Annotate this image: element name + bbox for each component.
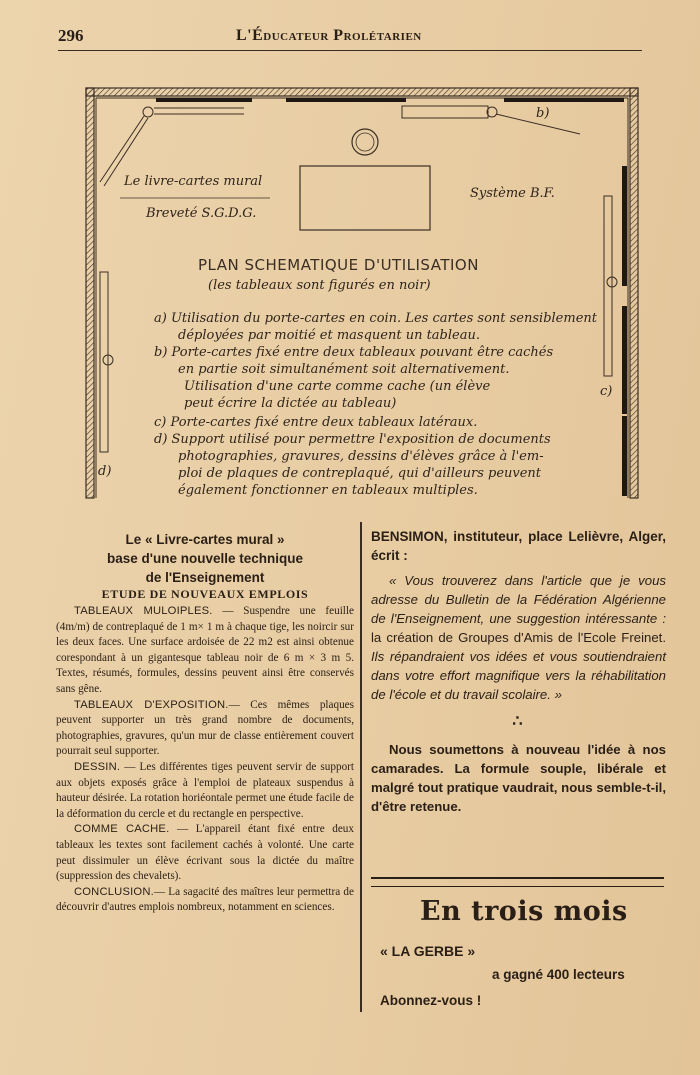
label-patent: Breveté S.G.D.G. bbox=[146, 206, 257, 221]
legend-line: a) Utilisation du porte-cartes en coin. Les cartes sont sensiblement bbox=[154, 311, 597, 326]
paragraph-dessin bbox=[56, 760, 354, 822]
quote-part-a: « Vous trouverez dans l'article que je vous adresse du Bulletin de la Fédération Algérienne de l'Enseignement, une suggestion intéressante : bbox=[371, 573, 666, 626]
teacher-desk bbox=[300, 166, 430, 230]
paragraph-lead: CONCLUSION. bbox=[74, 885, 154, 898]
label-system: Système B.F. bbox=[470, 186, 555, 201]
quote-part-b: la création de Groupes d'Amis de l'Ecole Freinet. bbox=[371, 630, 666, 645]
letter-intro: BENSIMON, instituteur, place Lelièvre, Alger, écrit : bbox=[371, 529, 666, 563]
gerbe-subscribe: Abonnez-vous ! bbox=[380, 993, 482, 1008]
map-holder-top-right bbox=[402, 106, 580, 134]
paragraph-lead: TABLEAUX MULOIPLES. bbox=[74, 605, 213, 617]
blackboard-top-left bbox=[156, 98, 252, 102]
plan-title: PLAN SCHEMATIQUE D'UTILISATION bbox=[198, 256, 479, 274]
gerbe-name: « LA GERBE » bbox=[380, 943, 476, 959]
paragraph-comme-cache bbox=[56, 822, 354, 884]
letter-quote bbox=[371, 571, 666, 704]
blackboard-top-right bbox=[504, 98, 624, 102]
paragraph-lead: TABLEAUX D'EXPOSITION. bbox=[74, 698, 229, 711]
blackboard-right-bottom bbox=[622, 416, 627, 496]
paragraph-text: — Les différentes tiges peuvent servir de support aux objets exposés grâce à l'emploi de plateaux suspendus à hauteur désirée. La rotation horiéontale permet une étude facile de la déformation du cercle et du rectangle en perspective. bbox=[56, 760, 354, 820]
legend-line: photographies, gravures, dessins d'élèves grâce à l'em- bbox=[178, 449, 544, 464]
legend-line: déployées par moitié et masquent un tableau. bbox=[178, 328, 480, 343]
paragraph-text: — Ces mêmes plaques peuvent supporter un très grand nombre de documents, photographies, gravures, qu'un mur de classe entièrement couvert pourrait seul supporter. bbox=[56, 698, 354, 758]
paragraph-conclusion bbox=[56, 885, 354, 916]
page-number: 296 bbox=[58, 26, 84, 45]
paragraph-lead: DESSIN. bbox=[74, 760, 121, 773]
legend-line: également fonctionner en tableaux multiples. bbox=[178, 483, 478, 498]
article-title-line: base d'une nouvelle technique bbox=[106, 551, 303, 566]
paragraph-tableaux-exposition bbox=[56, 698, 354, 760]
plan-subtitle: (les tableaux sont figurés en noir) bbox=[208, 278, 431, 293]
mark-b: b) bbox=[536, 106, 550, 121]
mark-d: d) bbox=[98, 464, 112, 479]
blackboard-right-upper bbox=[622, 166, 627, 286]
paragraph-text: — L'appareil étant fixé entre deux tableaux les textes sont facilement cachés à volonté. Une carte peut dissimuler un élève écrivant sous la dictée du maître (suppression des chevalets). bbox=[56, 823, 354, 883]
legend-line: d) Support utilisé pour permettre l'exposition de documents bbox=[154, 432, 551, 447]
map-holder-right-wall bbox=[604, 196, 617, 376]
quote-part-c: Ils répandraient vos idées et vous soutiendraient dans votre effort magnifique vers la réhabilitation de l'école et du travail scolaire. » bbox=[371, 649, 666, 702]
legend-line: peut écrire la dictée au tableau) bbox=[184, 396, 397, 411]
gerbe-headline: En trois mois bbox=[420, 896, 628, 927]
article-title-line: de l'Enseignement bbox=[145, 570, 265, 585]
article-title-line: Le « Livre-cartes mural » bbox=[125, 532, 285, 547]
column-divider bbox=[360, 522, 362, 1012]
article-subtitle: ETUDE DE NOUVEAUX EMPLOIS bbox=[101, 587, 309, 601]
paragraph-lead: COMME CACHE. bbox=[74, 823, 170, 836]
section-divider bbox=[371, 877, 664, 887]
blackboard-top-middle bbox=[286, 98, 406, 102]
letter-column bbox=[371, 527, 666, 816]
legend-line: Utilisation d'une carte comme cache (un élève bbox=[184, 379, 491, 394]
editor-proposal: Nous soumettons à nouveau l'idée à nos camarades. La formule souple, libérale et malgré tout pratique vaudrait, nous semble-t-il, d'être retenue. bbox=[371, 742, 666, 814]
support-left-wall bbox=[100, 272, 113, 452]
paragraph-tableaux-multiples bbox=[56, 604, 354, 698]
schematic-figure bbox=[84, 86, 644, 506]
gerbe-result: a gagné 400 lecteurs bbox=[492, 967, 625, 982]
article-column bbox=[56, 530, 354, 916]
label-livre-cartes: Le livre-cartes mural bbox=[124, 174, 263, 189]
mark-c: c) bbox=[600, 384, 613, 399]
legend-line: ploi de plaques de contreplaqué, qui d'ailleurs peuvent bbox=[178, 466, 542, 481]
blackboard-right-lower bbox=[622, 306, 627, 414]
legend-line: c) Porte-cartes fixé entre deux tableaux latéraux. bbox=[154, 415, 478, 430]
page-header bbox=[58, 26, 642, 51]
legend-line: b) Porte-cartes fixé entre deux tableaux pouvant être cachés bbox=[154, 345, 554, 360]
legend-line: en partie soit simultanément soit alternativement. bbox=[178, 362, 510, 377]
journal-title: L'Éducateur Prolétarien bbox=[236, 27, 422, 44]
paragraph-text: — Suspendre une feuille (4m/m) de contreplaqué de 1 m× 1 m à chaque tige, les noircir sur les deux faces. Une surface ardoisée de 22 m2 est ainsi obtenue corespondant à un gigantesque tableau noir de 6 m × 3 m 5. Textes, résumés, formules, dessins peuvent ainsi être conservés sans gêne. bbox=[56, 605, 354, 695]
paragraph-text: — La sagacité des maîtres leur permettra de découvrir d'autres emplois nombreux, notamment en sciences. bbox=[56, 885, 354, 914]
asterism: ∴ bbox=[512, 713, 525, 730]
